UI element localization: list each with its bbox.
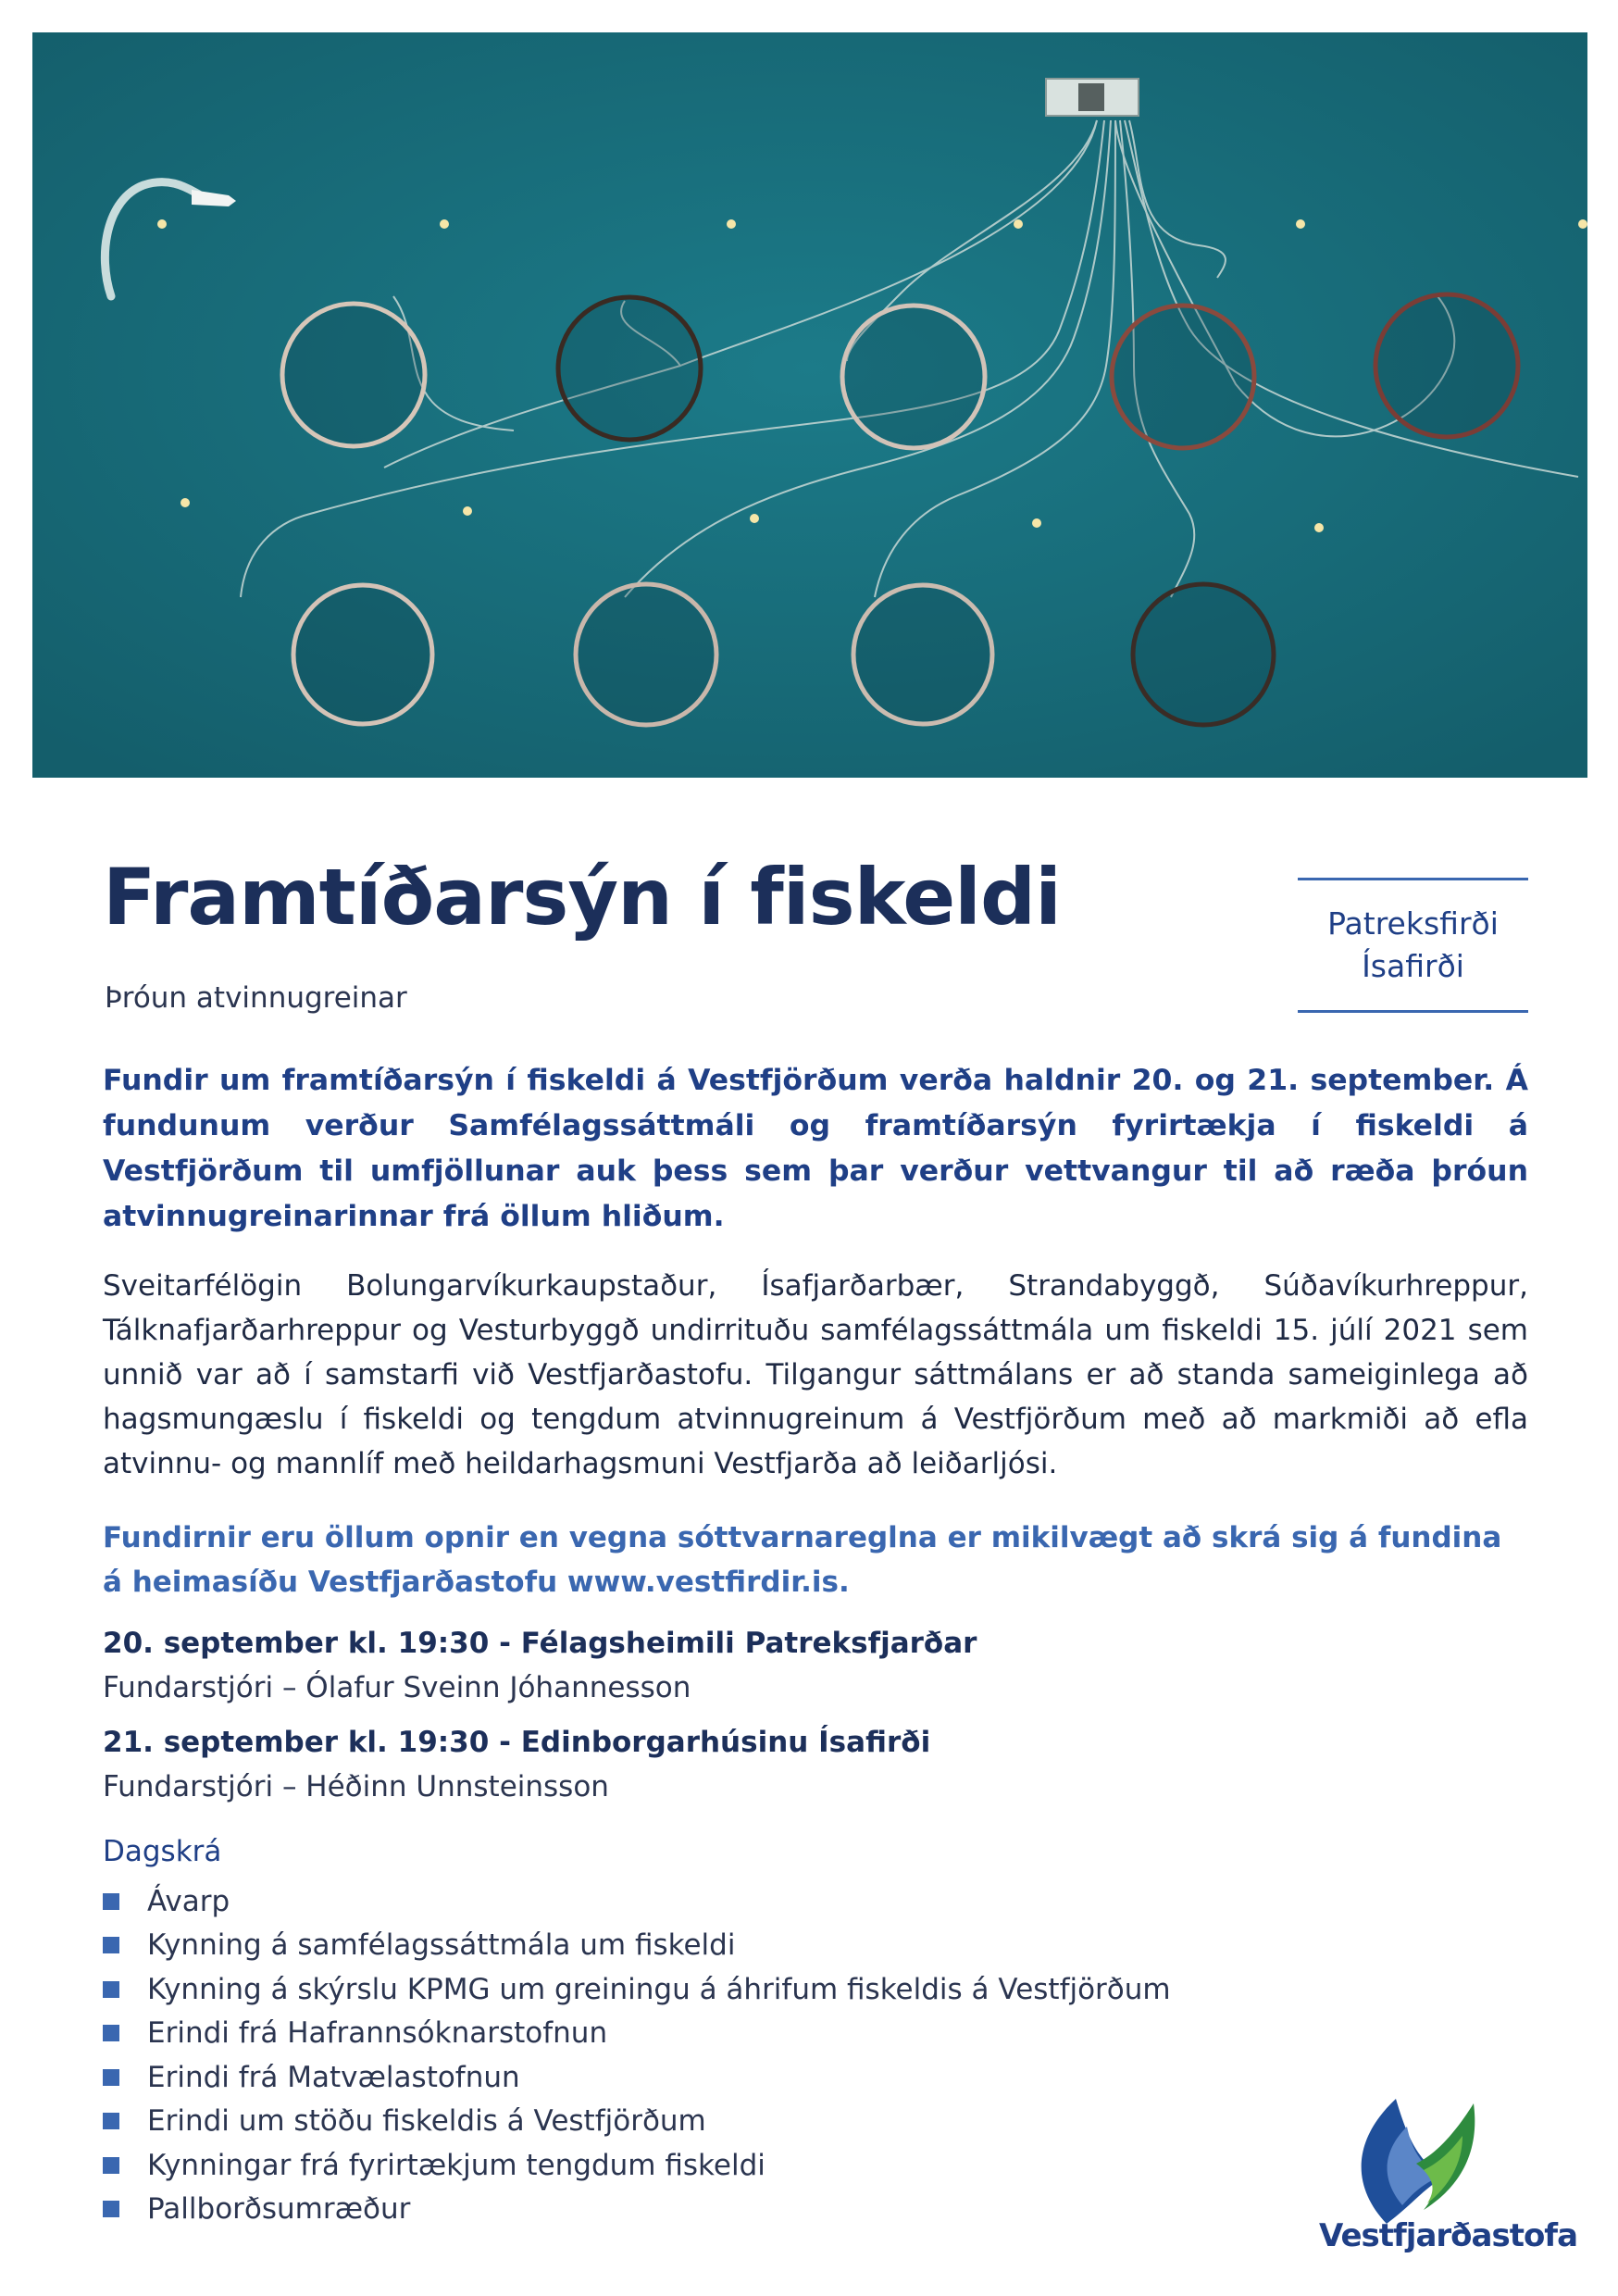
intro-paragraph: Fundir um framtíðarsýn í fiskeldi á Vestfjörðum verða haldnir 20. og 21. september. Á fundunum verður Samfélagssáttmáli og framtíðarsýn fyrirtækja í fiskeldi á Vestfjörðum til umfjöllunar auk þess sem þar verður vettvangur til að ræða þróun atvinnugreinarinnar frá öllum hliðum. xyxy=(103,1064,1528,1233)
agenda-item-label: Pallborðsumræður xyxy=(147,2192,411,2227)
square-bullet-icon xyxy=(103,2069,119,2086)
vestfjardastofa-logo-text: Vestfjarðastofa xyxy=(1319,2217,1578,2254)
meeting-1-heading: 20. september kl. 19:30 - Félagsheimili Patreksfjarðar xyxy=(103,1627,977,1660)
meeting-2-chair: Fundarstjóri – Héðinn Unnsteinsson xyxy=(103,1770,609,1803)
vestfjardastofa-logo-icon xyxy=(1314,2048,1537,2233)
square-bullet-icon xyxy=(103,2113,119,2129)
agenda-item-label: Ávarp xyxy=(147,1884,230,1918)
agenda-item-label: Kynningar frá fyrirtækjum tengdum fiskeldi xyxy=(147,2148,765,2182)
agenda-list xyxy=(103,1879,1171,2231)
square-bullet-icon xyxy=(103,1981,119,1998)
agenda-item xyxy=(103,2055,1171,2100)
square-bullet-icon xyxy=(103,1893,119,1910)
agenda-item-label: Erindi um stöðu fiskeldis á Vestfjörðum xyxy=(147,2104,706,2139)
agenda-item xyxy=(103,2012,1171,2056)
agenda-item-label: Erindi frá Hafrannsóknarstofnun xyxy=(147,2016,608,2051)
agenda-item-label: Kynning á skýrslu KPMG um greiningu á áhrifum fiskeldis á Vestfjörðum xyxy=(147,1972,1171,2006)
agenda-item-label: Erindi frá Matvælastofnun xyxy=(147,2060,520,2094)
square-bullet-icon xyxy=(103,1937,119,1953)
agenda-item xyxy=(103,1924,1171,1968)
page-title: Framtíðarsýn í fiskeldi xyxy=(103,852,1061,942)
hero-photo xyxy=(32,32,1587,778)
page-subtitle: Þróun atvinnugreinar xyxy=(105,981,407,1015)
square-bullet-icon xyxy=(103,2157,119,2174)
locations-box xyxy=(1298,878,1528,1013)
location-isafjordur: Ísafirði xyxy=(1362,948,1464,984)
meeting-2-heading: 21. september kl. 19:30 - Edinborgarhúsinu Ísafirði xyxy=(103,1726,931,1759)
agenda-title: Dagskrá xyxy=(103,1835,222,1868)
agenda-item xyxy=(103,1967,1171,2012)
agenda-item xyxy=(103,1879,1171,1924)
registration-note: Fundirnir eru öllum opnir en vegna sóttvarnareglna er mikilvægt að skrá sig á fundina á heimasíðu Vestfjarðastofu www.vestfirdir.is. xyxy=(103,1521,1502,1599)
agenda-item-label: Kynning á samfélagssáttmála um fiskeldi xyxy=(147,1928,736,1963)
location-patreksfjordur: Patreksfirði xyxy=(1327,905,1499,942)
agenda-item xyxy=(103,2100,1171,2144)
body-paragraph: Sveitarfélögin Bolungarvíkurkaupstaður, Ísafjarðarbær, Strandabyggð, Súðavíkurhreppur, Tálknafjarðarhreppur og Vesturbyggð undirrituðu samfélagssáttmála um fiskeldi 15. júlí 2021 sem unnið var að í samstarfi við Vestfjarðastofu. Tilgangur sáttmálans er að standa sameiginlega að hagsmungæslu í fiskeldi og tengdum atvinnugreinum á Vestfjörðum með að markmiði að efla atvinnu- og mannlíf með heildarhagsmuni Vestfjarða að leiðarljósi. xyxy=(103,1269,1528,1480)
agenda-item xyxy=(103,2188,1171,2232)
square-bullet-icon xyxy=(103,2201,119,2217)
meeting-1-chair: Fundarstjóri – Ólafur Sveinn Jóhannesson xyxy=(103,1671,691,1704)
fish-farm-aerial-image xyxy=(32,32,1587,778)
square-bullet-icon xyxy=(103,2025,119,2041)
agenda-item xyxy=(103,2143,1171,2188)
